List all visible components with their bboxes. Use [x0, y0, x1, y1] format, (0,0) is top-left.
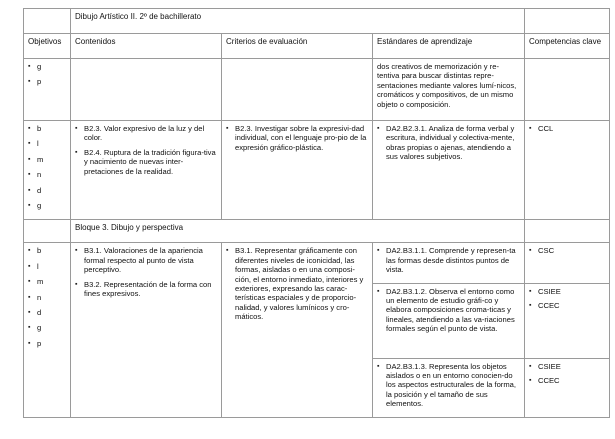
table-row: [24, 121, 610, 220]
objetivo-item: ▪ n: [28, 293, 66, 302]
objetivo-item: ▪ g: [28, 201, 66, 210]
contenidos-cell: [71, 59, 222, 121]
header-competencias: Competencias clave: [525, 34, 610, 59]
objetivo-item: ▪ d: [28, 186, 66, 195]
estandar-cell: [373, 358, 525, 417]
competencias-cell: [525, 283, 610, 358]
section-empty-cell: [24, 220, 71, 243]
table-row: [24, 243, 610, 283]
contenidos-cell: [71, 121, 222, 220]
header-objetivos: Objetivos: [24, 34, 71, 59]
objetivo-item: ▪ b: [28, 124, 66, 133]
objetivos-cell: [24, 121, 71, 220]
table-title: Dibujo Artístico II. 2º de bachillerato: [71, 9, 525, 34]
contenido-item: ▪ B2.3. Valor expresivo de la luz y del color.: [75, 124, 217, 143]
criterios-cell: [222, 59, 373, 121]
objetivos-cell: [24, 243, 71, 417]
estandar-item: ▪ DA2.B3.1.3. Representa los objetos aislados o en un entorno conocien-do los aspectos estructurales de la forma, la posición y el tamaño de sus elementos.: [377, 362, 520, 409]
objetivo-item: ▪ m: [28, 277, 66, 286]
objetivo-item: ▪ m: [28, 155, 66, 164]
objetivo-item: ▪ p: [28, 77, 66, 86]
header-contenidos: Contenidos: [71, 34, 222, 59]
estandar-cell: [373, 121, 525, 220]
contenido-item: ▪ B3.1. Valoraciones de la apariencia formal respecto al punto de vista perceptivo.: [75, 246, 217, 274]
estandar-item: ▪ DA2.B3.1.2. Observa el entorno como un elemento de estudio gráfi-co y elabora composiciones croma-ticas y lineales, atendiendo a las va-riaciones formales según el punto de vista.: [377, 287, 520, 334]
estandar-item: ▪ DA2.B3.1.1. Comprende y represen-ta las formas desde distintos puntos de vista.: [377, 246, 520, 274]
objetivo-item: ▪ p: [28, 339, 66, 348]
competencia-item: ▪ CSIEE: [529, 362, 605, 371]
curriculum-table: [23, 8, 610, 418]
estandar-cell: [373, 243, 525, 283]
header-estandares: Estándares de aprendizaje: [373, 34, 525, 59]
estandar-cell: [373, 283, 525, 358]
objetivo-item: ▪ l: [28, 139, 66, 148]
header-criterios: Criterios de evaluación: [222, 34, 373, 59]
criterio-item: ▪ B2.3. Investigar sobre la expresivi-dad individual, con el lenguaje pro-pio de la expresión gráfico-plástica.: [226, 124, 368, 152]
competencia-item: ▪ CCEC: [529, 301, 605, 310]
title-empty-cell: [525, 9, 610, 34]
objetivo-item: ▪ l: [28, 262, 66, 271]
contenidos-cell: [71, 243, 222, 417]
section-header-row: [24, 220, 610, 243]
competencias-cell: [525, 121, 610, 220]
competencia-item: ▪ CCL: [529, 124, 605, 133]
section-empty-cell: [525, 220, 610, 243]
estandar-cell: dos creativos de memorización y re-tentiva para buscar distintas repre-sentaciones mediante valores lumí-nicos, cromáticos y compositivos, de un mismo objeto o composición.: [373, 59, 525, 121]
competencias-cell: [525, 59, 610, 121]
criterio-item: ▪ B3.1. Representar gráficamente con diferentes niveles de iconicidad, las formas, aisladas o en una composi-ción, el entorno inmediato, interiores y exteriores, expresando las carac-terísticas espaciales y de proporcio-nalidad, y valores lumínicos y cro-máticos.: [226, 246, 368, 321]
criterios-cell: [222, 243, 373, 417]
objetivo-item: ▪ g: [28, 62, 66, 71]
objetivo-item: ▪ g: [28, 323, 66, 332]
title-empty-cell: [24, 9, 71, 34]
objetivo-item: ▪ n: [28, 170, 66, 179]
competencia-item: ▪ CCEC: [529, 376, 605, 385]
contenido-item: ▪ B2.4. Ruptura de la tradición figura-tiva y nacimiento de nuevas inter-pretaciones de la realidad.: [75, 148, 217, 176]
section-title: Bloque 3. Dibujo y perspectiva: [71, 220, 525, 243]
table-row: [24, 59, 610, 121]
table-title-row: [24, 9, 610, 34]
objetivo-item: ▪ d: [28, 308, 66, 317]
estandar-item: ▪ DA2.B2.3.1. Analiza de forma verbal y escritura, individual y colectiva-mente, obras propias o ajenas, atendiendo a sus valores subjetivos.: [377, 124, 520, 162]
competencia-item: ▪ CSC: [529, 246, 605, 255]
column-header-row: [24, 34, 610, 59]
competencias-cell: [525, 243, 610, 283]
criterios-cell: [222, 121, 373, 220]
objetivos-cell: [24, 59, 71, 121]
competencias-cell: [525, 358, 610, 417]
competencia-item: ▪ CSIEE: [529, 287, 605, 296]
contenido-item: ▪ B3.2. Representación de la forma con fines expresivos.: [75, 280, 217, 299]
objetivo-item: ▪ b: [28, 246, 66, 255]
